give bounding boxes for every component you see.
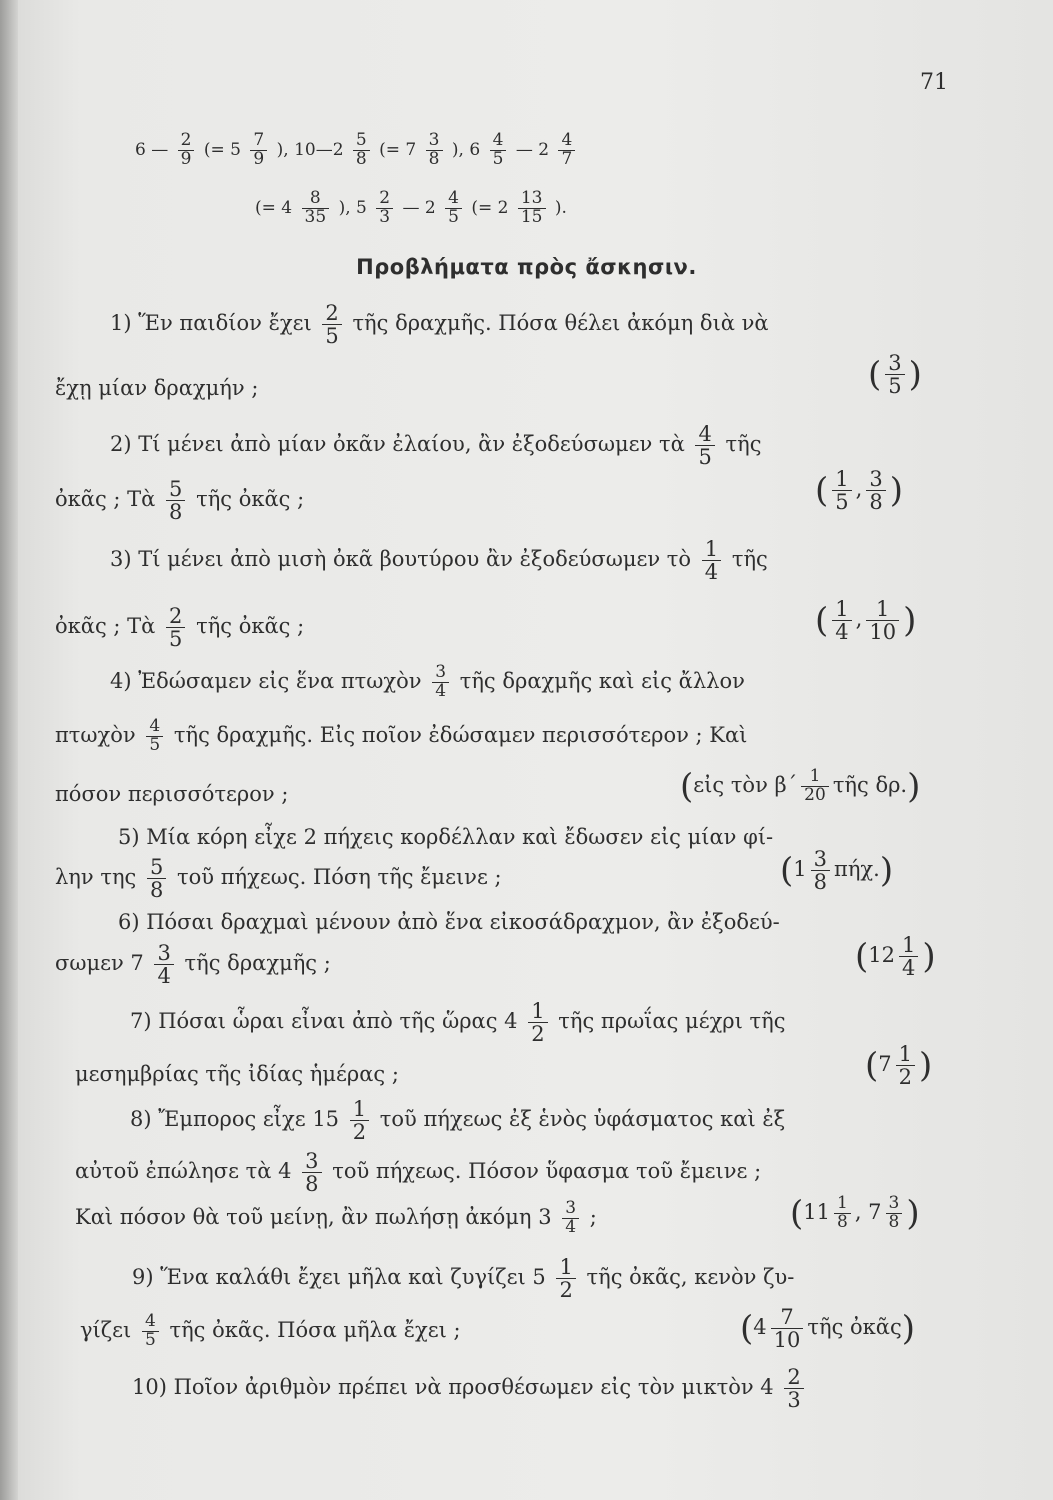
- fraction: $\frac{5}{8}$: [353, 132, 370, 169]
- fraction: $\frac{3}{8}$: [886, 1195, 903, 1232]
- fraction: $\frac{4}{5}$: [490, 132, 507, 169]
- problem-5-line-2: λην της $\frac{5}{8}$ τοῦ πήχεως. Πόση τῆς ἔμεινε ;: [55, 855, 502, 903]
- fraction: $\frac{1}{20}$: [801, 768, 829, 805]
- problem-7-line-1: 7) Πόσαι ὧραι εἶναι ἀπὸ τῆς ὥρας 4 $\frac{1}{2}$ τῆς πρωΐας μέχρι τῆς: [130, 999, 786, 1047]
- fraction: $\frac{4}{5}$: [142, 1313, 159, 1350]
- fraction: $\frac{2}{9}$: [178, 132, 195, 169]
- fraction: $\frac{4}{7}$: [558, 132, 575, 169]
- problem-2-line-1: 2) Τί μένει ἀπὸ μίαν ὀκᾶν ἐλαίου, ἂν ἐξοδεύσωμεν τὰ $\frac{4}{5}$ τῆς: [110, 422, 762, 470]
- problem-4-line-3: πόσον περισσότερον ;: [55, 782, 289, 806]
- problem-3-line-2: ὀκᾶς ; Τὰ $\frac{2}{5}$ τῆς ὀκᾶς ;: [55, 604, 305, 652]
- problem-1-answer: ( $\frac{3}{5}$ ): [868, 351, 922, 399]
- fraction: $\frac{1}{5}$: [832, 468, 851, 513]
- fraction: $\frac{7}{9}$: [250, 132, 267, 169]
- page-number: 71: [920, 70, 948, 95]
- problem-4-line-2: πτωχὸν $\frac{4}{5}$ τῆς δραχμῆς. Εἰς ποῖον ἐδώσαμεν περισσότερον ; Καὶ: [55, 716, 748, 755]
- fraction: $\frac{7}{10}$: [771, 1306, 804, 1351]
- fraction: $\frac{5}{8}$: [147, 856, 166, 901]
- fraction: $\frac{1}{4}$: [899, 934, 918, 979]
- problem-8-line-3: Καὶ πόσον θὰ τοῦ μείνῃ, ἂν πωλήσῃ ἀκόμη 3 $\frac{3}{4}$ ;: [75, 1198, 597, 1237]
- fraction: $\frac{3}{4}$: [154, 942, 173, 987]
- problem-10-line-1: 10) Ποῖον ἀριθμὸν πρέπει νὰ προσθέσωμεν εἰς τὸν μικτὸν 4 $\frac{2}{3}$: [132, 1366, 808, 1411]
- problem-4-answer: (εἰς τὸν β΄ $\frac{1}{20}$ τῆς δρ.): [680, 766, 921, 807]
- book-spine-shadow: [0, 0, 18, 1500]
- fraction: $\frac{1}{2}$: [896, 1043, 915, 1088]
- problem-4-line-1: 4) Ἐδώσαμεν εἰς ἕνα πτωχὸν $\frac{3}{4}$ τῆς δραχμῆς καὶ εἰς ἄλλον: [110, 662, 745, 701]
- fraction: $\frac{3}{4}$: [432, 664, 449, 701]
- section-heading: Προβλήματα πρὸς ἄσκησιν.: [356, 255, 697, 279]
- problem-6-line-2: σωμεν 7 $\frac{3}{4}$ τῆς δραχμῆς ;: [55, 941, 331, 989]
- fraction: $\frac{2}{3}$: [376, 190, 393, 227]
- problem-8-line-2: αὐτοῦ ἐπώλησε τὰ 4 $\frac{3}{8}$ τοῦ πήχεως. Πόσον ὕφασμα τοῦ ἔμεινε ;: [75, 1149, 762, 1197]
- problem-9-line-1: 9) Ἕνα καλάθι ἔχει μῆλα καὶ ζυγίζει 5 $\frac{1}{2}$ τῆς ὀκᾶς, κενὸν ζυ-: [132, 1255, 795, 1303]
- problem-2-answer: ( $\frac{1}{5}$ , $\frac{3}{8}$ ): [815, 467, 903, 515]
- problem-8-answer: (11 $\frac{1}{8}$ , 7 $\frac{3}{8}$ ): [790, 1193, 920, 1234]
- examples-line-1: 6 — $\frac{2}{9}$ (= 5 $\frac{7}{9}$ ), 10—2 $\frac{5}{8}$ (= 7 $\frac{3}{8}$ ), 6 $\frac{4}{5}$ — 2 $\frac{4}{7}$: [135, 132, 579, 169]
- fraction: $\frac{2}{3}$: [784, 1366, 803, 1411]
- fraction: $\frac{8}{35}$: [302, 190, 330, 227]
- fraction: $\frac{1}{2}$: [350, 1098, 369, 1143]
- problem-1-line-2: ἔχῃ μίαν δραχμήν ;: [55, 376, 259, 400]
- problem-7-line-2: μεσημβρίας τῆς ἰδίας ἡμέρας ;: [75, 1062, 399, 1086]
- examples-line-2: (= 4 $\frac{8}{35}$ ), 5 $\frac{2}{3}$ — 2 $\frac{4}{5}$ (= 2 $\frac{13}{15}$ ).: [255, 188, 567, 227]
- problem-6-line-1: 6) Πόσαι δραχμαὶ μένουν ἀπὸ ἕνα εἰκοσάδραχμον, ἂν ἐξοδεύ-: [118, 910, 780, 934]
- problem-1-line-1: 1) Ἕν παιδίον ἔχει $\frac{2}{5}$ τῆς δραχμῆς. Πόσα θέλει ἀκόμη διὰ νὰ: [110, 301, 769, 349]
- fraction: $\frac{2}{5}$: [166, 605, 185, 650]
- problem-9-line-2: γίζει $\frac{4}{5}$ τῆς ὀκᾶς. Πόσα μῆλα ἔχει ;: [80, 1311, 461, 1350]
- problem-3-line-1: 3) Τί μένει ἀπὸ μισὴ ὀκᾶ βουτύρου ἂν ἐξοδεύσωμεν τὸ $\frac{1}{4}$ τῆς: [110, 537, 768, 585]
- fraction: $\frac{3}{4}$: [562, 1200, 579, 1237]
- problem-5-line-1: 5) Μία κόρη εἶχε 2 πήχεις κορδέλλαν καὶ ἔδωσεν εἰς μίαν φί-: [118, 825, 774, 849]
- fraction: $\frac{5}{8}$: [166, 478, 185, 523]
- fraction: $\frac{1}{2}$: [528, 1000, 547, 1045]
- fraction: $\frac{13}{15}$: [518, 190, 546, 227]
- problem-9-answer: (4 $\frac{7}{10}$ τῆς ὀκᾶς): [740, 1305, 915, 1353]
- fraction: $\frac{1}{4}$: [832, 598, 851, 643]
- fraction: $\frac{4}{5}$: [146, 718, 163, 755]
- fraction: $\frac{2}{5}$: [322, 302, 341, 347]
- fraction: $\frac{1}{8}$: [834, 1195, 851, 1232]
- problem-5-answer: (1 $\frac{3}{8}$ πήχ.): [780, 847, 894, 895]
- fraction: $\frac{3}{8}$: [866, 468, 885, 513]
- problem-2-line-2: ὀκᾶς ; Τὰ $\frac{5}{8}$ τῆς ὀκᾶς ;: [55, 477, 305, 525]
- fraction: $\frac{3}{8}$: [811, 848, 830, 893]
- fraction: $\frac{1}{4}$: [702, 538, 721, 583]
- problem-3-answer: ( $\frac{1}{4}$ , $\frac{1}{10}$ ): [815, 597, 917, 645]
- problem-8-line-1: 8) Ἔμπορος εἶχε 15 $\frac{1}{2}$ τοῦ πήχεως ἐξ ἑνὸς ὑφάσματος καὶ ἐξ: [130, 1097, 786, 1145]
- fraction: $\frac{4}{5}$: [445, 190, 462, 227]
- fraction: $\frac{3}{8}$: [426, 132, 443, 169]
- fraction: $\frac{1}{10}$: [866, 598, 899, 643]
- fraction: $\frac{1}{2}$: [556, 1256, 575, 1301]
- fraction: $\frac{3}{8}$: [302, 1150, 321, 1195]
- problem-6-answer: (12 $\frac{1}{4}$ ): [855, 933, 936, 981]
- fraction: $\frac{3}{5}$: [885, 352, 904, 397]
- problem-7-answer: (7 $\frac{1}{2}$ ): [865, 1042, 933, 1090]
- fraction: $\frac{4}{5}$: [695, 423, 714, 468]
